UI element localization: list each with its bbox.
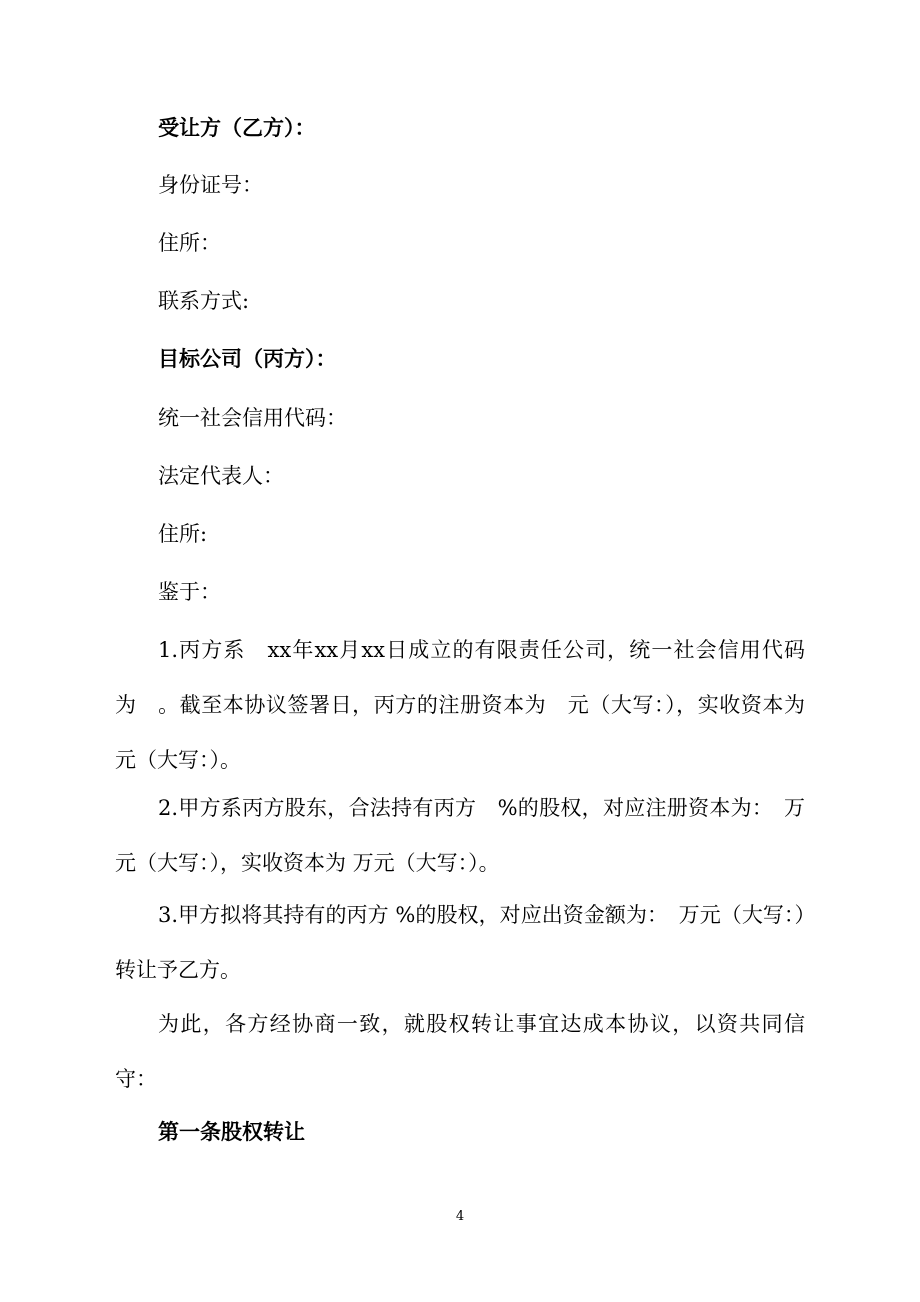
party-c-heading: 目标公司（丙方）：: [158, 346, 337, 371]
party-c-credit-code-label: 统一社会信用代码：: [158, 406, 347, 430]
party-b-id-number-label: 身份证号：: [158, 173, 263, 197]
party-b-address-label: 住所：: [158, 231, 221, 255]
page-number: 4: [455, 1209, 465, 1224]
party-b-contact-label: 联系方式:: [158, 289, 250, 313]
whereas-label: 鉴于：: [158, 580, 221, 604]
party-c-address-label: 住所:: [158, 522, 208, 546]
party-b-heading: 受让方（乙方）：: [158, 115, 316, 140]
party-c-legal-rep-label: 法定代表人：: [158, 464, 284, 488]
whereas-conclusion: 为此，各方经协商一致，就股权转让事宜达成本协议，以资共同信守：: [115, 1012, 805, 1091]
whereas-item-2: 2.甲方系丙方股东，合法持有丙方 %的股权，对应注册资本为： 万元（大写：），实收资本为 万元（大写：）。: [115, 796, 805, 875]
whereas-item-3: 3.甲方拟将其持有的丙方 %的股权，对应出资金额为： 万元（大写：）转让予乙方。: [115, 903, 805, 982]
whereas-item-1: 1.丙方系 xx年xx月xx日成立的有限责任公司，统一社会信用代码为 。截至本协议签署日，丙方的注册资本为 元（大写：），实收资本为 元（大写：）。: [115, 638, 805, 772]
article-one-heading: 第一条股权转让: [158, 1119, 305, 1144]
